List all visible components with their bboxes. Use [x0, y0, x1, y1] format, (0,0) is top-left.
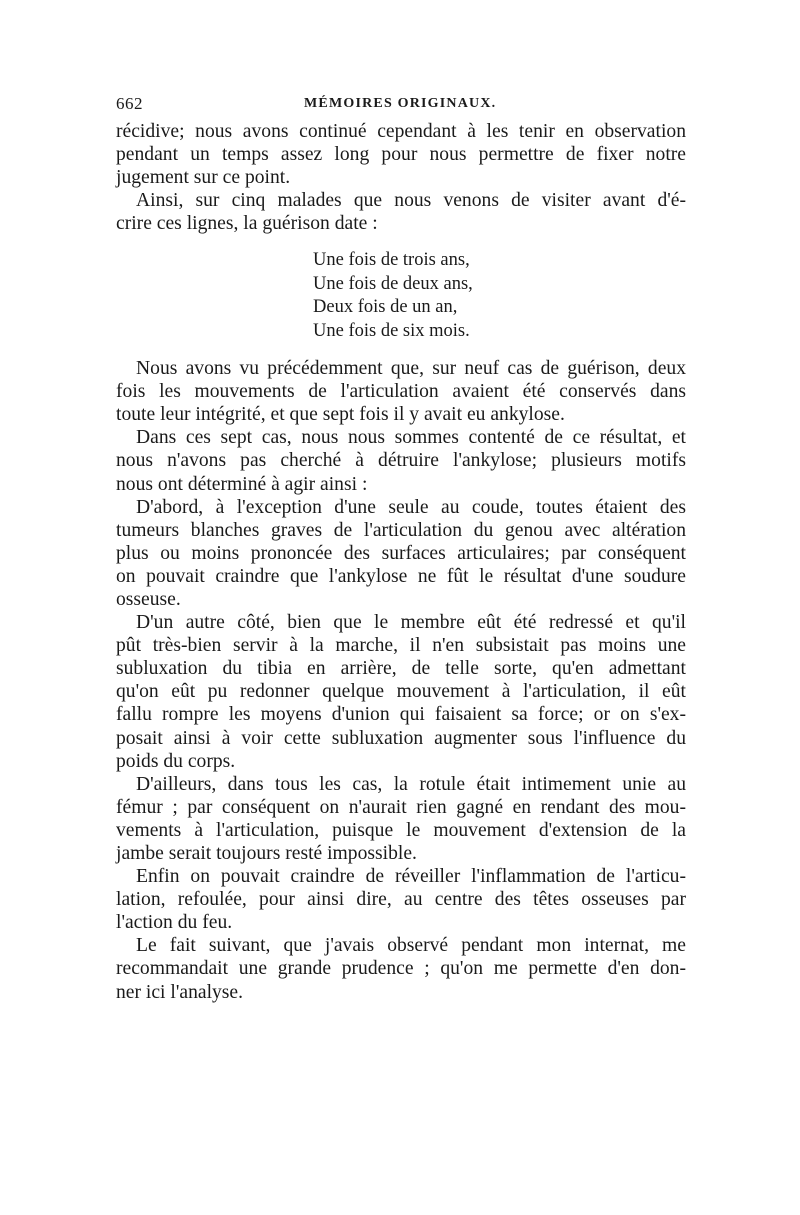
text-line: plus ou moins prononcée des surfaces articulaires; par conséquent	[116, 542, 686, 564]
text-line: jugement sur ce point.	[116, 167, 291, 189]
text-line: Dans ces sept cas, nous nous sommes contenté de ce résultat, et	[136, 427, 686, 449]
text-line: D'abord, à l'exception d'une seule au coude, toutes étaient des	[136, 496, 686, 518]
paragraph	[116, 496, 686, 611]
body-text	[116, 120, 686, 1004]
text-line: nous n'avons pas cherché à détruire l'ankylose; plusieurs motifs	[116, 450, 686, 472]
text-line: ner ici l'analyse.	[116, 981, 244, 1003]
text-line: crire ces lignes, la guérison date :	[116, 213, 378, 235]
text-line: toute leur intégrité, et que sept fois il y avait eu ankylose.	[116, 404, 565, 426]
list-line: Une fois de six mois.	[313, 320, 470, 341]
paragraph	[116, 611, 686, 773]
text-line: fois les mouvements de l'articulation avaient été conservés dans	[116, 381, 686, 403]
running-title: MÉMOIRES ORIGINAUX.	[304, 96, 497, 111]
paragraph	[116, 773, 686, 865]
text-line: Nous avons vu précédemment que, sur neuf cas de guérison, deux	[136, 358, 686, 380]
text-line: pendant un temps assez long pour nous permettre de fixer notre	[116, 144, 686, 166]
text-line: l'action du feu.	[116, 912, 233, 934]
text-line: subluxation du tibia en arrière, de telle sorte, qu'en admettant	[116, 658, 686, 680]
text-line: qu'on eût pu redonner quelque mouvement à l'articulation, il eût	[116, 681, 686, 703]
indented-list	[116, 249, 686, 343]
list-line: Une fois de trois ans,	[313, 250, 470, 271]
text-line: posait ainsi à voir cette subluxation augmenter sous l'influence du	[116, 727, 686, 749]
text-line: fallu rompre les moyens d'union qui faisaient sa force; or on s'ex-	[116, 704, 686, 726]
page-header	[116, 94, 686, 120]
text-line: Le fait suivant, que j'avais observé pendant mon internat, me	[136, 935, 686, 957]
paragraph-continuation	[116, 120, 686, 189]
text-line: récidive; nous avons continué cependant à les tenir en observation	[116, 121, 686, 142]
text-line: poids du corps.	[116, 750, 236, 772]
book-page	[116, 94, 686, 1004]
list-line: Deux fois de un an,	[313, 297, 458, 318]
text-line: nous ont déterminé à agir ainsi :	[116, 473, 368, 495]
text-line: Enfin on pouvait craindre de réveiller l'inflammation de l'articu-	[136, 866, 686, 888]
paragraph	[116, 357, 686, 426]
text-line: vements à l'articulation, puisque le mouvement d'extension de la	[116, 819, 686, 841]
paragraph	[116, 865, 686, 934]
text-line: lation, refoulée, pour ainsi dire, au centre des têtes osseuses par	[116, 889, 686, 911]
list-line: Une fois de deux ans,	[313, 273, 473, 294]
text-line: osseuse.	[116, 588, 181, 610]
text-line: D'un autre côté, bien que le membre eût été redressé et qu'il	[136, 612, 686, 634]
page-number: 662	[116, 94, 143, 113]
text-line: pût très-bien servir à la marche, il n'en subsistait pas moins une	[116, 635, 686, 657]
paragraph	[116, 426, 686, 495]
text-line: D'ailleurs, dans tous les cas, la rotule était intimement unie au	[136, 773, 686, 795]
text-line: jambe serait toujours resté impossible.	[116, 843, 417, 864]
text-line: on pouvait craindre que l'ankylose ne fût le résultat d'une soudure	[116, 565, 686, 587]
paragraph	[116, 189, 686, 235]
text-line: tumeurs blanches graves de l'articulation du genou avec altération	[116, 519, 686, 541]
text-line: Ainsi, sur cinq malades que nous venons de visiter avant d'é-	[136, 190, 686, 212]
text-line: recommandait une grande prudence ; qu'on me permette d'en don-	[116, 958, 686, 980]
paragraph	[116, 934, 686, 1003]
text-line: fémur ; par conséquent on n'aurait rien gagné en rendant des mou-	[116, 796, 686, 818]
